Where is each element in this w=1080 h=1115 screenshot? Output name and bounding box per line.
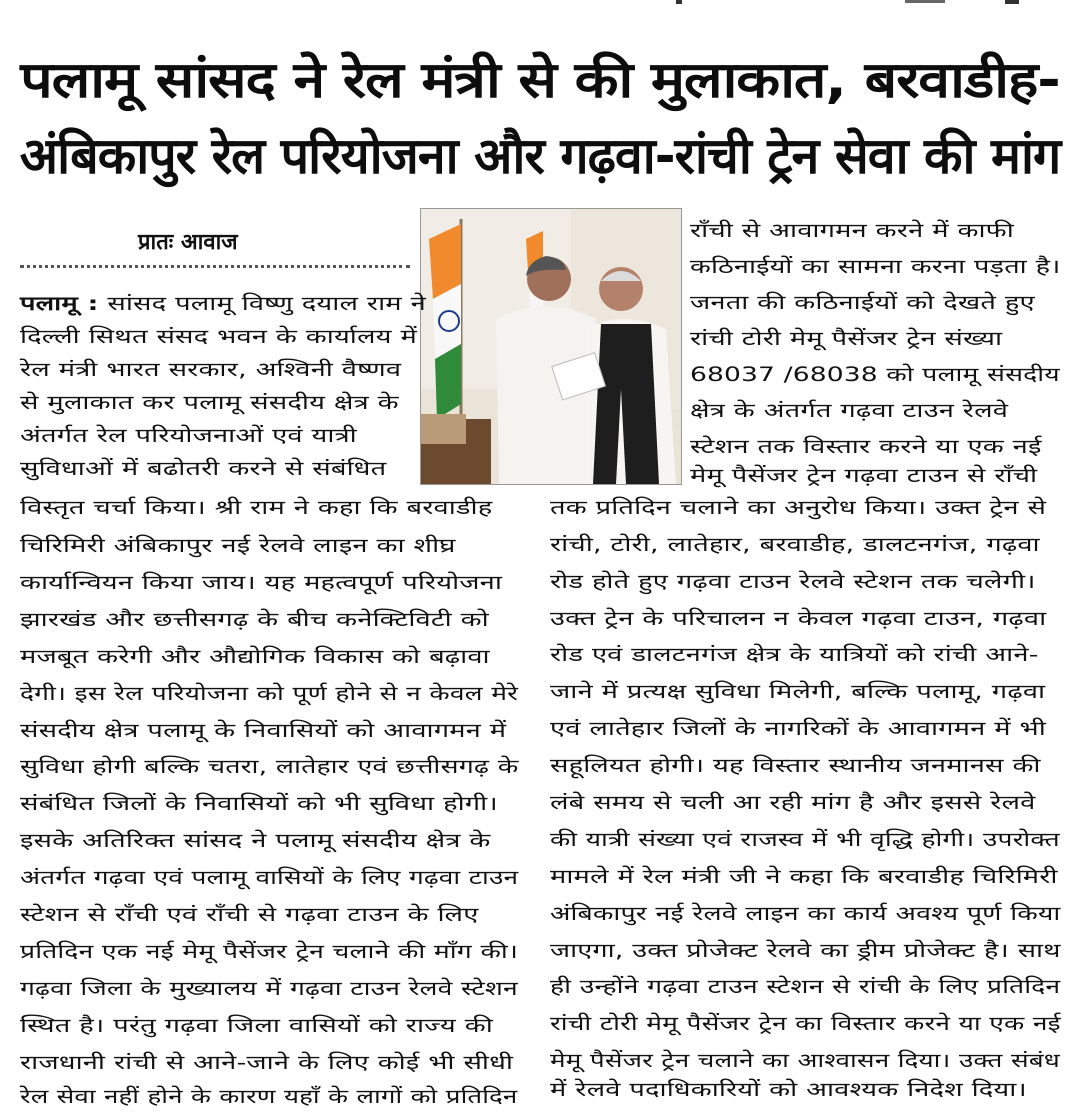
- column2-line: कठिनाईयों का सामना करना पड़ता है।: [690, 255, 1061, 278]
- column2-line: एवं लातेहार जिलों के नागरिकों के आवागमन में भी: [550, 717, 1046, 740]
- column1-line: दिल्ली सिथत संसद भवन के कार्यालय में: [20, 325, 417, 348]
- column2-line: उक्त ट्रेन के परिचालन न केवल गढ़वा टाउन, गढ़वा: [550, 607, 1047, 630]
- column2-line: तक प्रतिदिन चलाने का अनुरोध किया। उक्त ट्रेन से: [550, 496, 1047, 519]
- column1-line: झारखंड और छत्तीसगढ़ के बीच कनेक्टिविटी को: [20, 608, 489, 631]
- column1-line: मजबूत करेगी और औद्योगिक विकास को बढ़ावा: [20, 645, 490, 668]
- column1-line: अंतर्गत गढ़वा एवं पलामू वासियों के लिए गढ़वा टाउन: [20, 866, 519, 889]
- column1-line: स्थित है। परंतु गढ़वा जिला वासियों को राज्य की: [20, 1014, 493, 1037]
- column2-line: क्षेत्र के अंतर्गत गढ़वा टाउन रेलवे: [690, 399, 1009, 422]
- column2-line: रोड एवं डालटनगंज क्षेत्र के यात्रियों को रांची आने-: [550, 643, 1039, 666]
- column1-line: कार्यान्वियन किया जाय। यह महत्वपूर्ण परियोजना: [20, 571, 503, 594]
- column1-line: देगी। इस रेल परियोजना को पूर्ण होने से न केवल मेरे: [20, 682, 519, 705]
- column1-line-text: सांसद पलामू विष्णु दयाल राम ने: [107, 292, 426, 315]
- column1-line: प्रतिदिन एक नई मेमू पैसेंजर ट्रेन चलाने की माँग की।: [20, 940, 519, 963]
- column2-line: में रेलवे पदाधिकारियों को आवश्यक निदेश दिया।: [550, 1078, 1027, 1101]
- column2-line: जनता की कठिनाईयों को देखते हुए: [690, 291, 1035, 314]
- column2-line: मेमू पैसेंजर ट्रेन चलाने का आश्वासन दिया। उक्त संबंध: [550, 1049, 1060, 1072]
- column1-line: रेल सेवा नहीं होने के कारण यहाँ के लागों को प्रतिदिन: [20, 1085, 518, 1108]
- column1-line: संबंधित जिलों के निवासियों को भी सुविधा होगी।: [20, 792, 498, 815]
- column1-line: रेल मंत्री भारत सरकार, अश्विनी वैष्णव: [20, 358, 402, 381]
- column2-line: मेमू पैसेंजर ट्रेन गढ़वा टाउन से राँची: [690, 464, 1038, 487]
- column2-line: लंबे समय से चली आ रही मांग है और इससे रेलवे: [550, 791, 1036, 814]
- column2-line: ही उन्होंने गढ़वा टाउन स्टेशन से रांची के लिए प्रतिदिन: [550, 975, 1061, 998]
- news-photo: [420, 208, 682, 485]
- column2-line: जाने में प्रत्यक्ष सुविधा मिलेगी, बल्कि पलामू, गढ़वा: [550, 680, 1046, 703]
- column1-line: इसके अतिरिक्त सांसद ने पलामू संसदीय क्षेत्र के: [20, 829, 491, 852]
- column2-line: अंबिकापुर नई रेलवे लाइन का कार्य अवश्य पूर्ण किया: [550, 902, 1061, 925]
- column2-line: जाएगा, उक्त प्रोजेक्ट रेलवे का ड्रीम प्रोजेक्ट है। साथ: [550, 939, 1061, 962]
- column2-line: सहूलियत होगी। यह विस्तार स्थानीय जनमानस की: [550, 754, 1041, 777]
- column1-line: विस्तृत चर्चा किया। श्री राम ने कहा कि बरवाडीह: [20, 496, 493, 519]
- column1-line: संसदीय क्षेत्र पलामू के निवासियों को आवागमन में: [20, 719, 507, 742]
- column2-line: 68037 /68038 को पलामू संसदीय: [690, 363, 1060, 386]
- column2-line: रांची, टोरी, लातेहार, बरवाडीह, डालटनगंज, गढ़वा: [550, 533, 1040, 556]
- column2-line: रांची टोरी मेमू पैसेंजर ट्रेन संख्या: [690, 327, 1003, 350]
- column2-line: स्टेशन तक विस्तार करने या एक नई: [690, 435, 1042, 458]
- column1-line: गढ़वा जिला के मुख्यालय में गढ़वा टाउन रेलवे स्टेशन: [20, 977, 518, 1000]
- column2-line: रोड होते हुए गढ़वा टाउन रेलवे स्टेशन तक चलेगी।: [550, 570, 1036, 593]
- byline-divider: [20, 265, 410, 268]
- byline: प्रातः आवाज: [138, 230, 238, 255]
- headline-line-2: अंबिकापुर रेल परियोजना और गढ़वा-रांची ट्रेन सेवा की मांग: [19, 127, 1061, 185]
- column2-line: की यात्री संख्या एवं राजस्व में भी वृद्धि होगी। उपरोक्त: [550, 828, 1060, 851]
- column1-line: अंतर्गत रेल परियोजनाओं एवं यात्री: [20, 424, 357, 447]
- column1-line: स्टेशन से राँची एवं राँची से गढ़वा टाउन के लिए: [20, 903, 479, 926]
- column1-line: सुविधाओं में बढोतरी करने से संबंधित: [20, 457, 387, 480]
- dateline: पलामू :: [20, 292, 99, 315]
- headline: [10, 42, 1070, 202]
- column1-line: चिरिमिरी अंबिकापुर नई रेलवे लाइन का शीघ्र: [20, 534, 456, 557]
- column1-line: से मुलाकात कर पलामू संसदीय क्षेत्र के: [20, 391, 399, 414]
- column1-line: राजधानी रांची से आने-जाने के लिए कोई भी सीधी: [20, 1051, 514, 1074]
- column2-line: मामले में रेल मंत्री जी ने कहा कि बरवाडीह चिरिमिरी: [550, 865, 1058, 888]
- column2-line: रांची टोरी मेमू पैसेंजर ट्रेन का विस्तार करने या एक नई: [550, 1012, 1061, 1035]
- column2-line: राँची से आवागमन करने में काफी: [690, 219, 1014, 242]
- top-edge-marks: [0, 0, 1080, 8]
- column1-line: सुविधा होगी बल्कि चतरा, लातेहार एवं छत्तीसगढ़ के: [20, 755, 519, 778]
- column1-line: [20, 290, 426, 318]
- photo-illustration: [421, 209, 681, 484]
- headline-line-1: पलामू सांसद ने रेल मंत्री से की मुलाकात, बरवाडीह-: [20, 51, 1060, 109]
